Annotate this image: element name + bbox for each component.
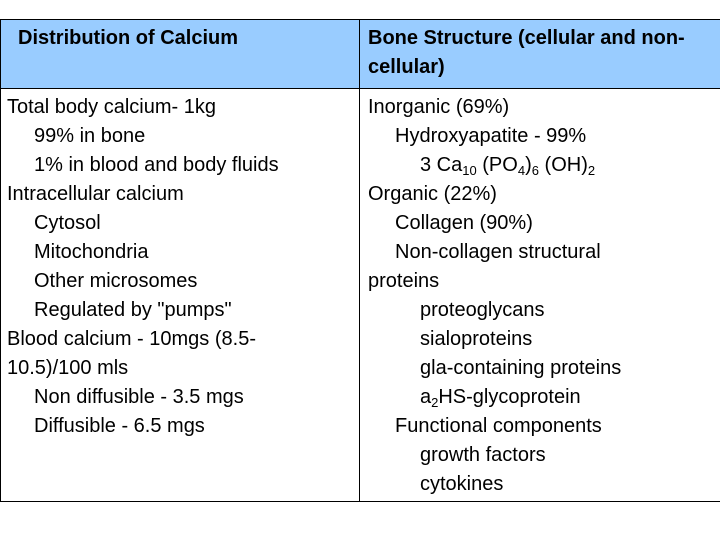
- formula-sub-4: 2: [587, 163, 596, 178]
- header-row: [1, 20, 720, 89]
- growth-factors: growth factors: [420, 444, 546, 466]
- blood-fluids-percentage: 1% in blood and body fluids: [34, 154, 279, 176]
- header-bone-structure: Bone Structure (cellular and non-cellular): [360, 20, 720, 89]
- formula-part-c: ): [525, 154, 532, 176]
- non-diffusible: Non diffusible - 3.5 mgs: [34, 386, 244, 408]
- regulated-by-pumps: Regulated by "pumps": [34, 299, 232, 321]
- non-collagen-structural: Non-collagen structural: [395, 241, 601, 263]
- a2hs-glycoprotein: [368, 383, 720, 412]
- content-row: [1, 89, 720, 502]
- distribution-cell: [1, 89, 360, 502]
- formula-sub-2: 4: [517, 163, 526, 178]
- intracellular-calcium: Intracellular calcium: [7, 183, 184, 205]
- diffusible: Diffusible - 6.5 mgs: [34, 415, 205, 437]
- a2hs-part-b: HS-glycoprotein: [438, 386, 581, 408]
- bone-percentage: 99% in bone: [34, 125, 146, 147]
- proteins: proteins: [368, 270, 440, 292]
- proteoglycans: proteoglycans: [420, 299, 545, 321]
- hydroxyapatite-formula: [368, 151, 720, 180]
- calcium-table: [0, 19, 720, 502]
- a2hs-part-a: a: [420, 386, 432, 408]
- cytosol: Cytosol: [34, 212, 101, 234]
- functional-components: Functional components: [395, 415, 602, 437]
- formula-sub-3: 6: [531, 163, 539, 178]
- formula-part-d: (OH): [538, 154, 588, 176]
- collagen: Collagen (90%): [395, 212, 533, 234]
- other-microsomes: Other microsomes: [34, 270, 198, 292]
- organic: Organic (22%): [368, 183, 497, 205]
- cytokines: cytokines: [420, 473, 504, 495]
- hydroxyapatite: Hydroxyapatite - 99%: [395, 125, 587, 147]
- inorganic: Inorganic (69%): [368, 96, 510, 118]
- header-distribution-of-calcium: Distribution of Calcium: [1, 20, 360, 89]
- blood-calcium-line1: Blood calcium - 10mgs (8.5-: [7, 328, 256, 350]
- formula-sub-1: 10: [462, 163, 477, 178]
- bone-structure-cell: [360, 89, 720, 502]
- total-body-calcium: Total body calcium- 1kg: [7, 96, 216, 118]
- a2hs-sub: 2: [431, 395, 439, 410]
- formula-part-b: (PO: [476, 154, 518, 176]
- blood-calcium-line2: 10.5)/100 mls: [7, 357, 129, 379]
- gla-containing-proteins: gla-containing proteins: [420, 357, 622, 379]
- sialoproteins: sialoproteins: [420, 328, 533, 350]
- formula-part-a: 3 Ca: [420, 154, 463, 176]
- mitochondria: Mitochondria: [34, 241, 149, 263]
